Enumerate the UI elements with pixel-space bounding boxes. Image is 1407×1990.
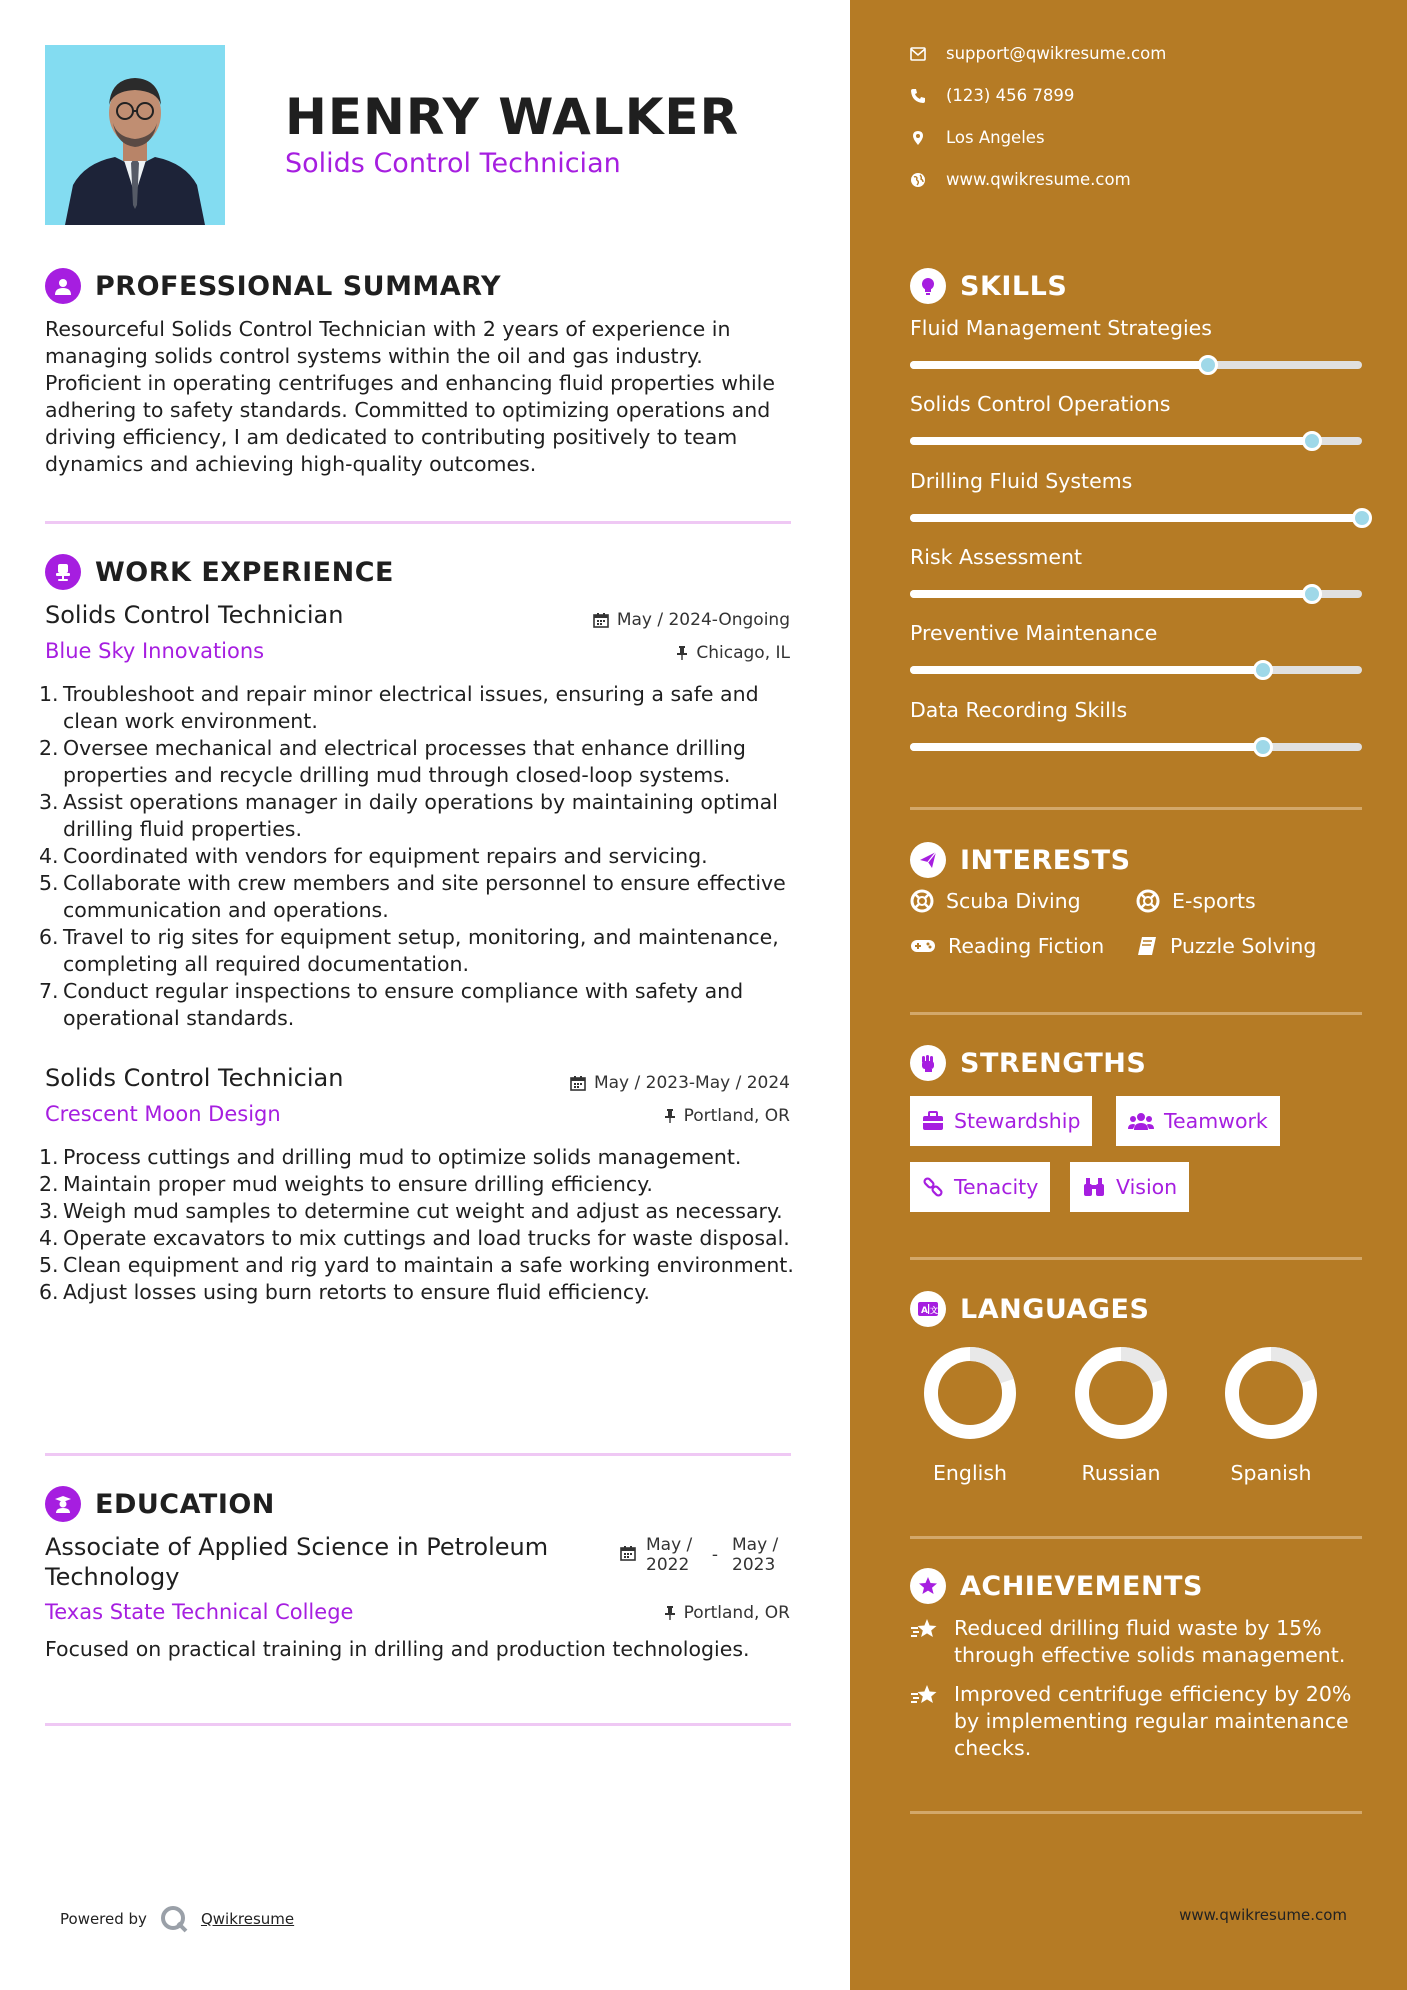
skill-bar-fill — [910, 743, 1263, 751]
qwikresume-link[interactable]: Qwikresume — [200, 1910, 295, 1928]
section-divider — [910, 1257, 1362, 1260]
strength-label: Tenacity — [954, 1175, 1039, 1199]
candidate-role: Solids Control Technician — [285, 148, 621, 179]
education-degree: Associate of Applied Science in Petroleum Technology — [45, 1533, 549, 1591]
skill-bar-fill — [910, 361, 1208, 369]
section-divider — [45, 1453, 791, 1456]
star-icon — [910, 1683, 940, 1709]
contact-website[interactable] — [910, 170, 1131, 189]
strength-label: Teamwork — [1164, 1109, 1268, 1133]
summary-header — [45, 268, 501, 304]
star-badge-icon — [910, 1568, 946, 1604]
section-divider — [910, 1536, 1362, 1539]
calendar-icon — [620, 1545, 636, 1561]
pin-icon — [664, 1605, 676, 1621]
achievement-item — [910, 1615, 1370, 1669]
achievement-item — [910, 1681, 1370, 1762]
skill-label: Fluid Management Strategies — [910, 316, 1212, 340]
job-location-text: Chicago, IL — [696, 643, 790, 663]
education-title: EDUCATION — [95, 1488, 275, 1520]
section-divider — [910, 1012, 1362, 1015]
contact-phone[interactable] — [910, 86, 1074, 105]
job-dates — [570, 1073, 790, 1093]
skill-bar-knob — [1253, 737, 1273, 757]
skill-bar-knob — [1253, 660, 1273, 680]
svg-text:文: 文 — [930, 1306, 938, 1315]
education-dates — [620, 1535, 784, 1575]
strength-label: Stewardship — [954, 1109, 1081, 1133]
skill-bar — [910, 437, 1362, 445]
education-description: Focused on practical training in drilling and production technologies. — [45, 1637, 750, 1661]
section-divider — [910, 807, 1362, 810]
languages-header — [910, 1291, 1149, 1327]
language-name: Russian — [1081, 1461, 1161, 1485]
contact-email-text: support@qwikresume.com — [946, 44, 1167, 63]
strength-badge — [1070, 1162, 1189, 1212]
language-ring — [920, 1343, 1020, 1443]
sidebar — [850, 0, 1407, 1990]
graduate-icon — [45, 1486, 81, 1522]
globe-icon — [910, 172, 926, 188]
calendar-icon — [593, 612, 609, 628]
education-header — [45, 1486, 275, 1522]
skill-bar-fill — [910, 437, 1312, 445]
languages-title: LANGUAGES — [960, 1293, 1150, 1325]
interest-label: Puzzle Solving — [1170, 934, 1317, 958]
translate-icon — [910, 1291, 946, 1327]
paper-plane-icon — [910, 842, 946, 878]
skill-label: Solids Control Operations — [910, 392, 1171, 416]
job-dates-text: May / 2023-May / 2024 — [593, 1073, 790, 1093]
strengths-title: STRENGTHS — [960, 1047, 1147, 1079]
experience-title: WORK EXPERIENCE — [95, 556, 394, 588]
svg-text:A: A — [921, 1306, 928, 1316]
interests-header — [910, 842, 1131, 878]
contact-email[interactable] — [910, 44, 1166, 63]
summary-text: Resourceful Solids Control Technician with 2 years of experience in managing solids control systems within the oil and gas industry. Proficient in operating centrifuges and enhancing fluid properties while adhering to safety standards. Committed to optimizing operations and driving efficiency, I am dedicated to contributing positively to team dynamics and achieving high-quality outcomes. — [45, 317, 775, 476]
section-divider — [45, 1723, 791, 1726]
duty-item: Weigh mud samples to determine cut weight and adjust as necessary. — [63, 1199, 783, 1223]
star-icon — [910, 1617, 940, 1643]
skill-bar-knob — [1302, 431, 1322, 451]
summary-title: PROFESSIONAL SUMMARY — [95, 270, 502, 302]
duty-item: Travel to rig sites for equipment setup, monitoring, and maintenance, completing all required documentation. — [63, 925, 779, 976]
job-company: Crescent Moon Design — [45, 1102, 281, 1126]
skill-bar-fill — [910, 666, 1263, 674]
strength-label: Vision — [1116, 1175, 1178, 1199]
contact-location — [910, 128, 1045, 147]
language-ring — [1221, 1343, 1321, 1443]
job-title: Solids Control Technician — [45, 601, 344, 629]
achievement-text: Reduced drilling fluid waste by 15% through effective solids management. — [954, 1616, 1346, 1667]
users-icon — [1128, 1111, 1154, 1131]
job-location-text: Portland, OR — [683, 1106, 790, 1126]
job-duties — [45, 1144, 805, 1306]
skills-header — [910, 268, 1067, 304]
job-dates-text: May / 2024-Ongoing — [616, 610, 790, 630]
skill-bar — [910, 590, 1362, 598]
calendar-icon — [570, 1075, 586, 1091]
user-icon — [45, 268, 81, 304]
skill-label: Drilling Fluid Systems — [910, 469, 1133, 493]
language-item — [910, 1343, 1030, 1485]
skill-bar-knob — [1302, 584, 1322, 604]
skill-label: Preventive Maintenance — [910, 621, 1158, 645]
job-location — [676, 643, 790, 663]
language-name: Spanish — [1230, 1461, 1312, 1485]
candidate-name: HENRY WALKER — [285, 88, 740, 146]
fist-icon — [910, 1045, 946, 1081]
duty-item: Troubleshoot and repair minor electrical issues, ensuring a safe and clean work environment. — [63, 682, 759, 733]
interest-label: Reading Fiction — [948, 934, 1105, 958]
qwikresume-logo-icon — [159, 1904, 189, 1934]
education-end: May / 2023 — [732, 1535, 779, 1575]
lifebuoy-icon — [910, 889, 934, 913]
language-ring — [1071, 1343, 1171, 1443]
powered-by-label: Powered by — [60, 1910, 147, 1928]
pin-icon — [664, 1108, 676, 1124]
interest-item — [910, 889, 1081, 913]
footer-url[interactable]: www.qwikresume.com — [1179, 1906, 1347, 1924]
lifebuoy-icon — [1136, 889, 1160, 913]
job-title: Solids Control Technician — [45, 1064, 344, 1092]
duty-item: Process cuttings and drilling mud to optimize solids management. — [63, 1145, 742, 1169]
strength-badge — [1116, 1096, 1280, 1146]
date-separator: - — [711, 1545, 719, 1565]
education-start: May / 2022 — [646, 1535, 693, 1575]
skill-bar-fill — [910, 514, 1362, 522]
interest-item — [1136, 934, 1316, 958]
education-location-text: Portland, OR — [683, 1603, 790, 1623]
education-location — [664, 1603, 790, 1623]
link-icon — [922, 1176, 944, 1198]
strength-badge — [910, 1162, 1050, 1212]
education-school: Texas State Technical College — [45, 1600, 354, 1624]
interest-item — [1136, 889, 1256, 913]
section-divider — [45, 521, 791, 524]
briefcase-icon — [922, 1111, 944, 1131]
job-company: Blue Sky Innovations — [45, 639, 265, 663]
section-divider — [910, 1811, 1362, 1814]
binoculars-icon — [1082, 1176, 1106, 1198]
map-marker-icon — [910, 130, 926, 146]
skill-label: Data Recording Skills — [910, 698, 1128, 722]
powered-by — [60, 1904, 294, 1934]
contact-location-text: Los Angeles — [946, 128, 1045, 147]
language-item — [1211, 1343, 1331, 1485]
lightbulb-icon — [910, 268, 946, 304]
interest-label: E-sports — [1172, 889, 1256, 913]
contact-phone-text: (123) 456 7899 — [946, 86, 1075, 105]
office-chair-icon — [45, 554, 81, 590]
duty-item: Conduct regular inspections to ensure compliance with safety and operational standards. — [63, 979, 744, 1030]
duty-item: Collaborate with crew members and site personnel to ensure effective communication and operations. — [63, 871, 786, 922]
skill-bar — [910, 666, 1362, 674]
phone-icon — [910, 88, 926, 104]
language-item — [1061, 1343, 1181, 1485]
pin-icon — [676, 645, 688, 661]
job-dates — [593, 610, 790, 630]
job-location — [664, 1106, 790, 1126]
duty-item: Assist operations manager in daily operations by maintaining optimal drilling fluid properties. — [63, 790, 778, 841]
contact-website-text: www.qwikresume.com — [946, 170, 1131, 189]
duty-item: Operate excavators to mix cuttings and load trucks for waste disposal. — [63, 1226, 790, 1250]
interest-item — [910, 934, 1104, 958]
skills-title: SKILLS — [960, 270, 1068, 302]
interests-title: INTERESTS — [960, 844, 1131, 876]
achievements-header — [910, 1568, 1203, 1604]
profile-photo — [45, 45, 225, 225]
gamepad-icon — [910, 937, 936, 955]
achievements-title: ACHIEVEMENTS — [960, 1570, 1203, 1602]
duty-item: Coordinated with vendors for equipment repairs and servicing. — [63, 844, 708, 868]
skill-bar-knob — [1352, 508, 1372, 528]
envelope-icon — [910, 47, 926, 61]
book-icon — [1136, 935, 1158, 957]
duty-item: Adjust losses using burn retorts to ensure fluid efficiency. — [63, 1280, 650, 1304]
job-duties — [45, 681, 805, 1032]
strengths-header — [910, 1045, 1146, 1081]
skill-bar — [910, 514, 1362, 522]
skill-bar — [910, 743, 1362, 751]
experience-header — [45, 554, 394, 590]
achievement-text: Improved centrifuge efficiency by 20% by implementing regular maintenance checks. — [954, 1682, 1352, 1760]
duty-item: Maintain proper mud weights to ensure drilling efficiency. — [63, 1172, 653, 1196]
language-name: English — [932, 1461, 1008, 1485]
skill-label: Risk Assessment — [910, 545, 1082, 569]
skill-bar — [910, 361, 1362, 369]
strength-badge — [910, 1096, 1092, 1146]
skill-bar-knob — [1198, 355, 1218, 375]
duty-item: Clean equipment and rig yard to maintain a safe working environment. — [63, 1253, 794, 1277]
interest-label: Scuba Diving — [946, 889, 1081, 913]
skill-bar-fill — [910, 590, 1312, 598]
duty-item: Oversee mechanical and electrical processes that enhance drilling properties and recycle drilling mud through closed-loop systems. — [63, 736, 746, 787]
